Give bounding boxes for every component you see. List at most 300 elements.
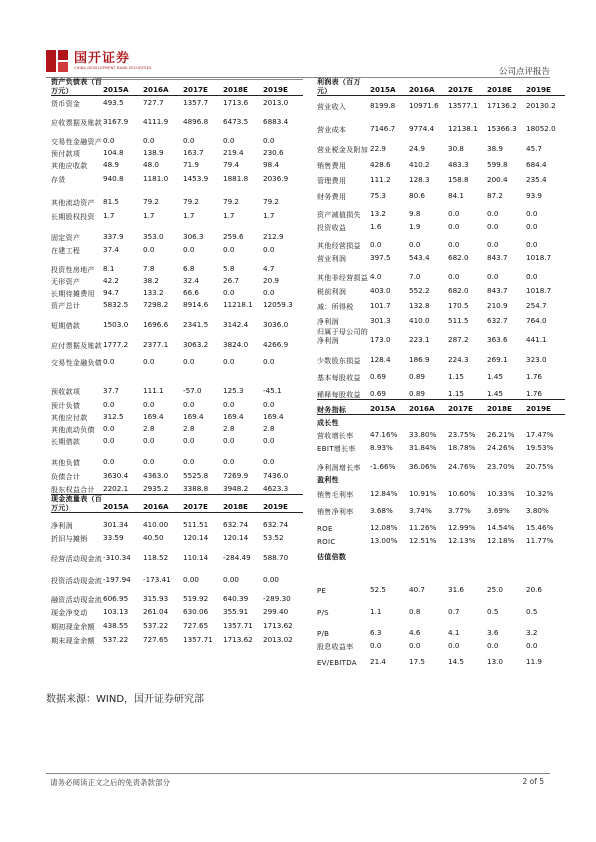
row-label: 资产减值损失 bbox=[317, 210, 361, 219]
row-value: 2017E bbox=[448, 404, 473, 413]
logo-subtext: CHINA DEVELOPMENT BANK SECURITIES bbox=[74, 65, 152, 70]
row-label: 股息收益率 bbox=[317, 642, 354, 651]
row-value: 4363.0 bbox=[143, 471, 169, 480]
row-value: 632.74 bbox=[263, 520, 289, 529]
row-value: 3167.9 bbox=[103, 117, 129, 126]
table-row bbox=[317, 365, 565, 382]
row-value: 20130.2 bbox=[526, 101, 556, 110]
row-value: 20.6 bbox=[526, 585, 543, 594]
row-label: 稀释每股收益 bbox=[317, 390, 361, 399]
row-value: 519.92 bbox=[183, 594, 209, 603]
row-value: 186.9 bbox=[409, 355, 430, 364]
row-value: 66.6 bbox=[183, 288, 200, 297]
row-value: 224.3 bbox=[448, 355, 469, 364]
row-value: 38.9 bbox=[487, 144, 504, 153]
table-row bbox=[51, 481, 303, 494]
row-value: 0.0 bbox=[103, 436, 115, 445]
table-row bbox=[51, 184, 303, 207]
row-label: P/S bbox=[317, 608, 329, 617]
row-value: 1018.7 bbox=[526, 286, 552, 295]
row-value: 6473.5 bbox=[223, 117, 249, 126]
row-value: 7298.2 bbox=[143, 300, 169, 309]
row-value: -284.49 bbox=[223, 553, 251, 562]
row-value: 219.4 bbox=[223, 148, 244, 157]
row-value: 301.3 bbox=[370, 316, 391, 325]
row-value: 606.95 bbox=[103, 594, 129, 603]
row-label: 净利润 bbox=[51, 521, 73, 530]
table-row bbox=[317, 282, 565, 296]
row-value: 1881.8 bbox=[223, 174, 249, 183]
footer-divider bbox=[46, 773, 550, 774]
row-label: 在建工程 bbox=[51, 246, 81, 255]
row-value: 12138.1 bbox=[448, 124, 478, 133]
row-value: 552.2 bbox=[409, 286, 430, 295]
row-value: 4.0 bbox=[370, 272, 382, 281]
row-value: 1.7 bbox=[183, 211, 195, 220]
row-value: 1713.62 bbox=[223, 635, 253, 644]
row-value: 261.04 bbox=[143, 607, 169, 616]
row-label: 营业收入 bbox=[317, 102, 347, 111]
row-value: 1.15 bbox=[448, 389, 465, 398]
row-value: -197.94 bbox=[103, 575, 131, 584]
row-value: 1453.9 bbox=[183, 174, 209, 183]
row-value: 0.0 bbox=[263, 245, 275, 254]
row-value: 3.6 bbox=[487, 628, 499, 637]
row-label: 营业利润 bbox=[317, 254, 347, 263]
row-value: 2017E bbox=[183, 502, 208, 511]
row-value: 0.0 bbox=[487, 272, 499, 281]
table-row bbox=[51, 330, 303, 350]
row-value: 0.0 bbox=[223, 288, 235, 297]
table-row bbox=[51, 221, 303, 242]
row-value: 10.33% bbox=[487, 489, 515, 498]
row-value: 48.0 bbox=[143, 160, 160, 169]
row-value: 17.5 bbox=[409, 657, 426, 666]
row-value: 0.0 bbox=[263, 400, 275, 409]
row-value: 4.6 bbox=[409, 628, 421, 637]
row-value: 0.0 bbox=[183, 457, 195, 466]
table-row bbox=[51, 146, 303, 158]
row-label: 固定资产 bbox=[51, 233, 81, 242]
row-value: 299.40 bbox=[263, 607, 289, 616]
table-row bbox=[51, 158, 303, 170]
row-value: 0.0 bbox=[183, 357, 195, 366]
row-value: 13.2 bbox=[370, 209, 387, 218]
row-value: 40.50 bbox=[143, 533, 164, 542]
row-label: 成长性 bbox=[317, 418, 339, 427]
row-label: PE bbox=[317, 586, 327, 595]
row-label: 预收款项 bbox=[51, 387, 81, 396]
row-value: 764.0 bbox=[526, 316, 547, 325]
row-value: 87.2 bbox=[487, 191, 504, 200]
row-value: 2018E bbox=[487, 404, 512, 413]
row-value: 312.5 bbox=[103, 412, 124, 421]
row-value: 2935.2 bbox=[143, 484, 169, 493]
table-row bbox=[317, 296, 565, 311]
row-value: 0.0 bbox=[409, 641, 421, 650]
row-value: 4623.3 bbox=[263, 484, 289, 493]
table-row bbox=[51, 585, 303, 604]
row-value: 79.2 bbox=[223, 197, 240, 206]
row-value: 20.9 bbox=[263, 276, 280, 285]
row-value: 36.06% bbox=[409, 462, 437, 471]
row-value: 259.6 bbox=[223, 232, 244, 241]
row-label: 减：所得税 bbox=[317, 302, 354, 311]
row-value: 588.70 bbox=[263, 553, 289, 562]
row-value: 287.2 bbox=[448, 335, 469, 344]
table-row bbox=[51, 422, 303, 434]
row-value: 1.45 bbox=[487, 389, 504, 398]
row-value: 0.69 bbox=[370, 372, 387, 381]
row-value: 1.7 bbox=[223, 211, 235, 220]
row-value: 1713.62 bbox=[263, 621, 293, 630]
row-value: 0.8 bbox=[409, 607, 421, 616]
row-value: 3.69% bbox=[487, 506, 510, 515]
table-row bbox=[317, 440, 565, 453]
row-value: 200.4 bbox=[487, 175, 508, 184]
row-value: 0.0 bbox=[143, 136, 155, 145]
row-label: 归属于母公司的净利润 bbox=[317, 328, 369, 345]
row-value: 120.14 bbox=[183, 533, 209, 542]
row-value: 493.5 bbox=[103, 98, 124, 107]
row-value: -45.1 bbox=[263, 386, 282, 395]
row-value: 353.0 bbox=[143, 232, 164, 241]
row-value: 11.77% bbox=[526, 536, 554, 545]
row-value: 24.26% bbox=[487, 443, 515, 452]
row-value: 0.0 bbox=[183, 136, 195, 145]
row-value: 0.0 bbox=[143, 400, 155, 409]
row-value: 13577.1 bbox=[448, 101, 478, 110]
row-label: 经营活动现金流 bbox=[51, 554, 103, 563]
table-row bbox=[51, 207, 303, 221]
row-value: 0.0 bbox=[487, 641, 499, 650]
row-value: 25.0 bbox=[487, 585, 504, 594]
row-value: 31.6 bbox=[448, 585, 465, 594]
table-row bbox=[317, 561, 565, 595]
row-value: 12.18% bbox=[487, 536, 515, 545]
table-row bbox=[51, 242, 303, 255]
table-row bbox=[51, 108, 303, 127]
row-value: 23.75% bbox=[448, 430, 476, 439]
table-row bbox=[51, 286, 303, 298]
row-value: 0.0 bbox=[263, 357, 275, 366]
row-value: 2013.02 bbox=[263, 635, 293, 644]
row-value: 2015A bbox=[103, 502, 129, 511]
row-value: 80.6 bbox=[409, 191, 426, 200]
row-value: 0.0 bbox=[370, 641, 382, 650]
row-value: 120.14 bbox=[223, 533, 249, 542]
table-row bbox=[51, 410, 303, 422]
row-value: 9.8 bbox=[409, 209, 421, 218]
row-value: 0.0 bbox=[263, 288, 275, 297]
table-row bbox=[317, 326, 565, 345]
table-row bbox=[317, 96, 565, 111]
row-label: 其他经营损益 bbox=[317, 241, 361, 250]
row-value: 940.8 bbox=[103, 174, 124, 183]
row-value: 33.80% bbox=[409, 430, 437, 439]
table-row bbox=[51, 255, 303, 274]
row-value: 323.0 bbox=[526, 355, 547, 364]
table-row bbox=[317, 219, 565, 232]
table-row bbox=[317, 185, 565, 201]
row-value: 2018E bbox=[487, 85, 512, 94]
table-row bbox=[317, 250, 565, 263]
row-value: 511.51 bbox=[183, 520, 209, 529]
row-label: 营业成本 bbox=[317, 125, 347, 134]
table-row bbox=[51, 631, 303, 645]
row-label: 净利润增长率 bbox=[317, 463, 361, 472]
table-section-row bbox=[317, 415, 565, 427]
row-value: 0.0 bbox=[183, 245, 195, 254]
data-source-note: 数据来源：WIND，国开证券研究部 bbox=[46, 694, 205, 705]
row-value: 2016A bbox=[143, 85, 169, 94]
row-label: 资产负债表（百万元） bbox=[51, 78, 103, 95]
row-value: 0.0 bbox=[223, 136, 235, 145]
row-label: 其他流动资产 bbox=[51, 198, 95, 207]
row-value: 47.16% bbox=[370, 430, 398, 439]
row-value: 12.13% bbox=[448, 536, 476, 545]
row-value: 4111.9 bbox=[143, 117, 169, 126]
row-value: 21.4 bbox=[370, 657, 387, 666]
table-row bbox=[51, 170, 303, 184]
table-row bbox=[51, 446, 303, 467]
row-value: 599.8 bbox=[487, 160, 508, 169]
row-value: 3824.0 bbox=[223, 340, 249, 349]
row-value: 4896.8 bbox=[183, 117, 209, 126]
row-value: 45.7 bbox=[526, 144, 543, 153]
row-label: 现金流量表（百万元） bbox=[51, 495, 103, 512]
row-value: 0.5 bbox=[526, 607, 538, 616]
row-value: 727.7 bbox=[143, 98, 164, 107]
row-label: 财务指标 bbox=[317, 405, 347, 414]
row-value: 79.4 bbox=[223, 160, 240, 169]
row-value: 11218.1 bbox=[223, 300, 253, 309]
table-row bbox=[51, 310, 303, 330]
row-value: 3388.8 bbox=[183, 484, 209, 493]
row-value: 0.0 bbox=[263, 457, 275, 466]
row-value: 20.75% bbox=[526, 462, 554, 471]
row-label: 投资收益 bbox=[317, 223, 347, 232]
row-value: 511.5 bbox=[448, 316, 469, 325]
row-label: 利润表（百万元） bbox=[317, 78, 361, 95]
row-value: 12.99% bbox=[448, 523, 476, 532]
row-value: 30.8 bbox=[448, 144, 465, 153]
row-value: 111.1 bbox=[143, 386, 164, 395]
row-value: 212.9 bbox=[263, 232, 284, 241]
row-value: 2018E bbox=[223, 502, 248, 511]
row-value: 103.13 bbox=[103, 607, 129, 616]
row-value: 138.9 bbox=[143, 148, 164, 157]
row-value: 727.65 bbox=[143, 635, 169, 644]
row-value: 14.54% bbox=[487, 523, 515, 532]
row-value: 42.2 bbox=[103, 276, 120, 285]
row-value: 537.22 bbox=[143, 621, 169, 630]
table-row bbox=[317, 263, 565, 282]
row-value: 5525.8 bbox=[183, 471, 209, 480]
table-row bbox=[51, 274, 303, 286]
row-value: 684.4 bbox=[526, 160, 547, 169]
row-value: 1.7 bbox=[263, 211, 275, 220]
row-value: 118.52 bbox=[143, 553, 169, 562]
row-label: ROIC bbox=[317, 537, 336, 546]
row-value: 5832.5 bbox=[103, 300, 129, 309]
row-label: 净利润 bbox=[317, 317, 339, 326]
row-label: 销售净利率 bbox=[317, 507, 354, 516]
row-label: 长期股权投资 bbox=[51, 212, 95, 221]
table-row bbox=[317, 533, 565, 546]
row-value: 3948.2 bbox=[223, 484, 249, 493]
table-row bbox=[317, 232, 565, 250]
table-row bbox=[317, 484, 565, 499]
row-value: 3630.4 bbox=[103, 471, 129, 480]
row-value: 1.76 bbox=[526, 389, 543, 398]
row-value: 98.4 bbox=[263, 160, 280, 169]
row-value: 33.59 bbox=[103, 533, 124, 542]
row-label: 存货 bbox=[51, 175, 66, 184]
table-row bbox=[51, 350, 303, 367]
row-value: 397.5 bbox=[370, 253, 391, 262]
row-value: -57.0 bbox=[183, 386, 202, 395]
row-value: 37.7 bbox=[103, 386, 120, 395]
row-value: 632.7 bbox=[487, 316, 508, 325]
row-label: 短期借款 bbox=[51, 321, 81, 330]
row-label: 期末现金余额 bbox=[51, 636, 95, 645]
row-value: 2016A bbox=[409, 85, 435, 94]
row-label: 估值倍数 bbox=[317, 552, 347, 561]
row-label: 投资活动现金流 bbox=[51, 576, 103, 585]
row-value: 0.0 bbox=[143, 245, 155, 254]
row-value: 630.06 bbox=[183, 607, 209, 616]
row-label: 预付款项 bbox=[51, 149, 81, 158]
row-value: 1696.6 bbox=[143, 320, 169, 329]
row-value: 0.7 bbox=[448, 607, 460, 616]
row-value: 26.21% bbox=[487, 430, 515, 439]
row-value: 0.0 bbox=[487, 222, 499, 231]
row-value: 0.0 bbox=[143, 357, 155, 366]
row-value: 410.0 bbox=[409, 316, 430, 325]
row-label: 基本每股收益 bbox=[317, 373, 361, 382]
row-value: -289.30 bbox=[263, 594, 291, 603]
row-value: 543.4 bbox=[409, 253, 430, 262]
row-value: 170.5 bbox=[448, 301, 469, 310]
row-value: 8.1 bbox=[103, 264, 115, 273]
row-value: 17.47% bbox=[526, 430, 554, 439]
row-value: 79.2 bbox=[183, 197, 200, 206]
row-value: 8.93% bbox=[370, 443, 393, 452]
row-value: 94.7 bbox=[103, 288, 120, 297]
row-value: 32.4 bbox=[183, 276, 200, 285]
row-value: -310.34 bbox=[103, 553, 131, 562]
page-number: 2 of 5 bbox=[522, 777, 544, 786]
row-value: 7146.7 bbox=[370, 124, 396, 133]
row-value: 3063.2 bbox=[183, 340, 209, 349]
row-value: 125.3 bbox=[223, 386, 244, 395]
table-section-row bbox=[317, 546, 565, 561]
table-row bbox=[51, 467, 303, 481]
row-value: 537.22 bbox=[103, 635, 129, 644]
row-value: 3.77% bbox=[448, 506, 471, 515]
row-value: -1.66% bbox=[370, 462, 396, 471]
row-value: 3.2 bbox=[526, 628, 538, 637]
row-value: 7.8 bbox=[143, 264, 155, 273]
row-value: 0.89 bbox=[409, 372, 426, 381]
row-label: 其他应付款 bbox=[51, 413, 88, 422]
row-label: 负债合计 bbox=[51, 472, 81, 481]
row-value: 640.39 bbox=[223, 594, 249, 603]
logo-mark-icon bbox=[46, 50, 68, 72]
row-value: 410.00 bbox=[143, 520, 169, 529]
table-row bbox=[317, 382, 565, 399]
table-row bbox=[51, 434, 303, 446]
row-value: 40.7 bbox=[409, 585, 426, 594]
row-value: 12059.3 bbox=[263, 300, 293, 309]
row-label: ROE bbox=[317, 524, 333, 533]
row-label: EV/EBITDA bbox=[317, 658, 357, 667]
row-value: 1777.2 bbox=[103, 340, 129, 349]
row-value: 2019E bbox=[263, 502, 288, 511]
row-value: 10971.6 bbox=[409, 101, 439, 110]
row-value: 132.8 bbox=[409, 301, 430, 310]
row-value: 111.2 bbox=[370, 175, 391, 184]
row-value: 104.8 bbox=[103, 148, 124, 157]
row-value: 75.3 bbox=[370, 191, 387, 200]
row-value: 110.14 bbox=[183, 553, 209, 562]
row-value: 101.7 bbox=[370, 301, 391, 310]
row-value: 4266.9 bbox=[263, 340, 289, 349]
row-value: 3.74% bbox=[409, 506, 432, 515]
row-value: 0.0 bbox=[448, 641, 460, 650]
row-value: 0.0 bbox=[448, 209, 460, 218]
row-value: 13.0 bbox=[487, 657, 504, 666]
row-value: 0.0 bbox=[223, 245, 235, 254]
table-row bbox=[51, 367, 303, 396]
table-row bbox=[317, 201, 565, 219]
row-value: 0.0 bbox=[409, 240, 421, 249]
row-label: 盈利性 bbox=[317, 475, 339, 484]
row-value: 2013.0 bbox=[263, 98, 289, 107]
row-value: 727.65 bbox=[183, 621, 209, 630]
row-value: 2019E bbox=[526, 404, 551, 413]
row-label: 财务费用 bbox=[317, 192, 347, 201]
row-value: 269.1 bbox=[487, 355, 508, 364]
row-value: 0.0 bbox=[526, 222, 538, 231]
table-row bbox=[51, 530, 303, 543]
row-value: 37.4 bbox=[103, 245, 120, 254]
row-value: 93.9 bbox=[526, 191, 543, 200]
row-value: 23.70% bbox=[487, 462, 515, 471]
row-value: 0.0 bbox=[448, 240, 460, 249]
row-value: 9774.4 bbox=[409, 124, 435, 133]
table-row bbox=[317, 134, 565, 154]
row-label: 投资性房地产 bbox=[51, 265, 95, 274]
row-value: 1357.71 bbox=[183, 635, 213, 644]
row-value: 52.5 bbox=[370, 585, 387, 594]
table-header-row bbox=[317, 399, 565, 415]
row-value: 441.1 bbox=[526, 335, 547, 344]
row-label: 预计负债 bbox=[51, 401, 81, 410]
row-value: 18.78% bbox=[448, 443, 476, 452]
row-value: 169.4 bbox=[263, 412, 284, 421]
row-value: 0.0 bbox=[263, 436, 275, 445]
row-value: 0.0 bbox=[103, 357, 115, 366]
row-label: 其他非经营损益 bbox=[317, 273, 369, 282]
row-label: 长期借款 bbox=[51, 437, 81, 446]
row-value: 0.0 bbox=[223, 400, 235, 409]
table-row bbox=[51, 298, 303, 310]
row-value: 0.0 bbox=[526, 272, 538, 281]
row-label: 营收增长率 bbox=[317, 431, 354, 440]
row-value: 0.0 bbox=[183, 400, 195, 409]
